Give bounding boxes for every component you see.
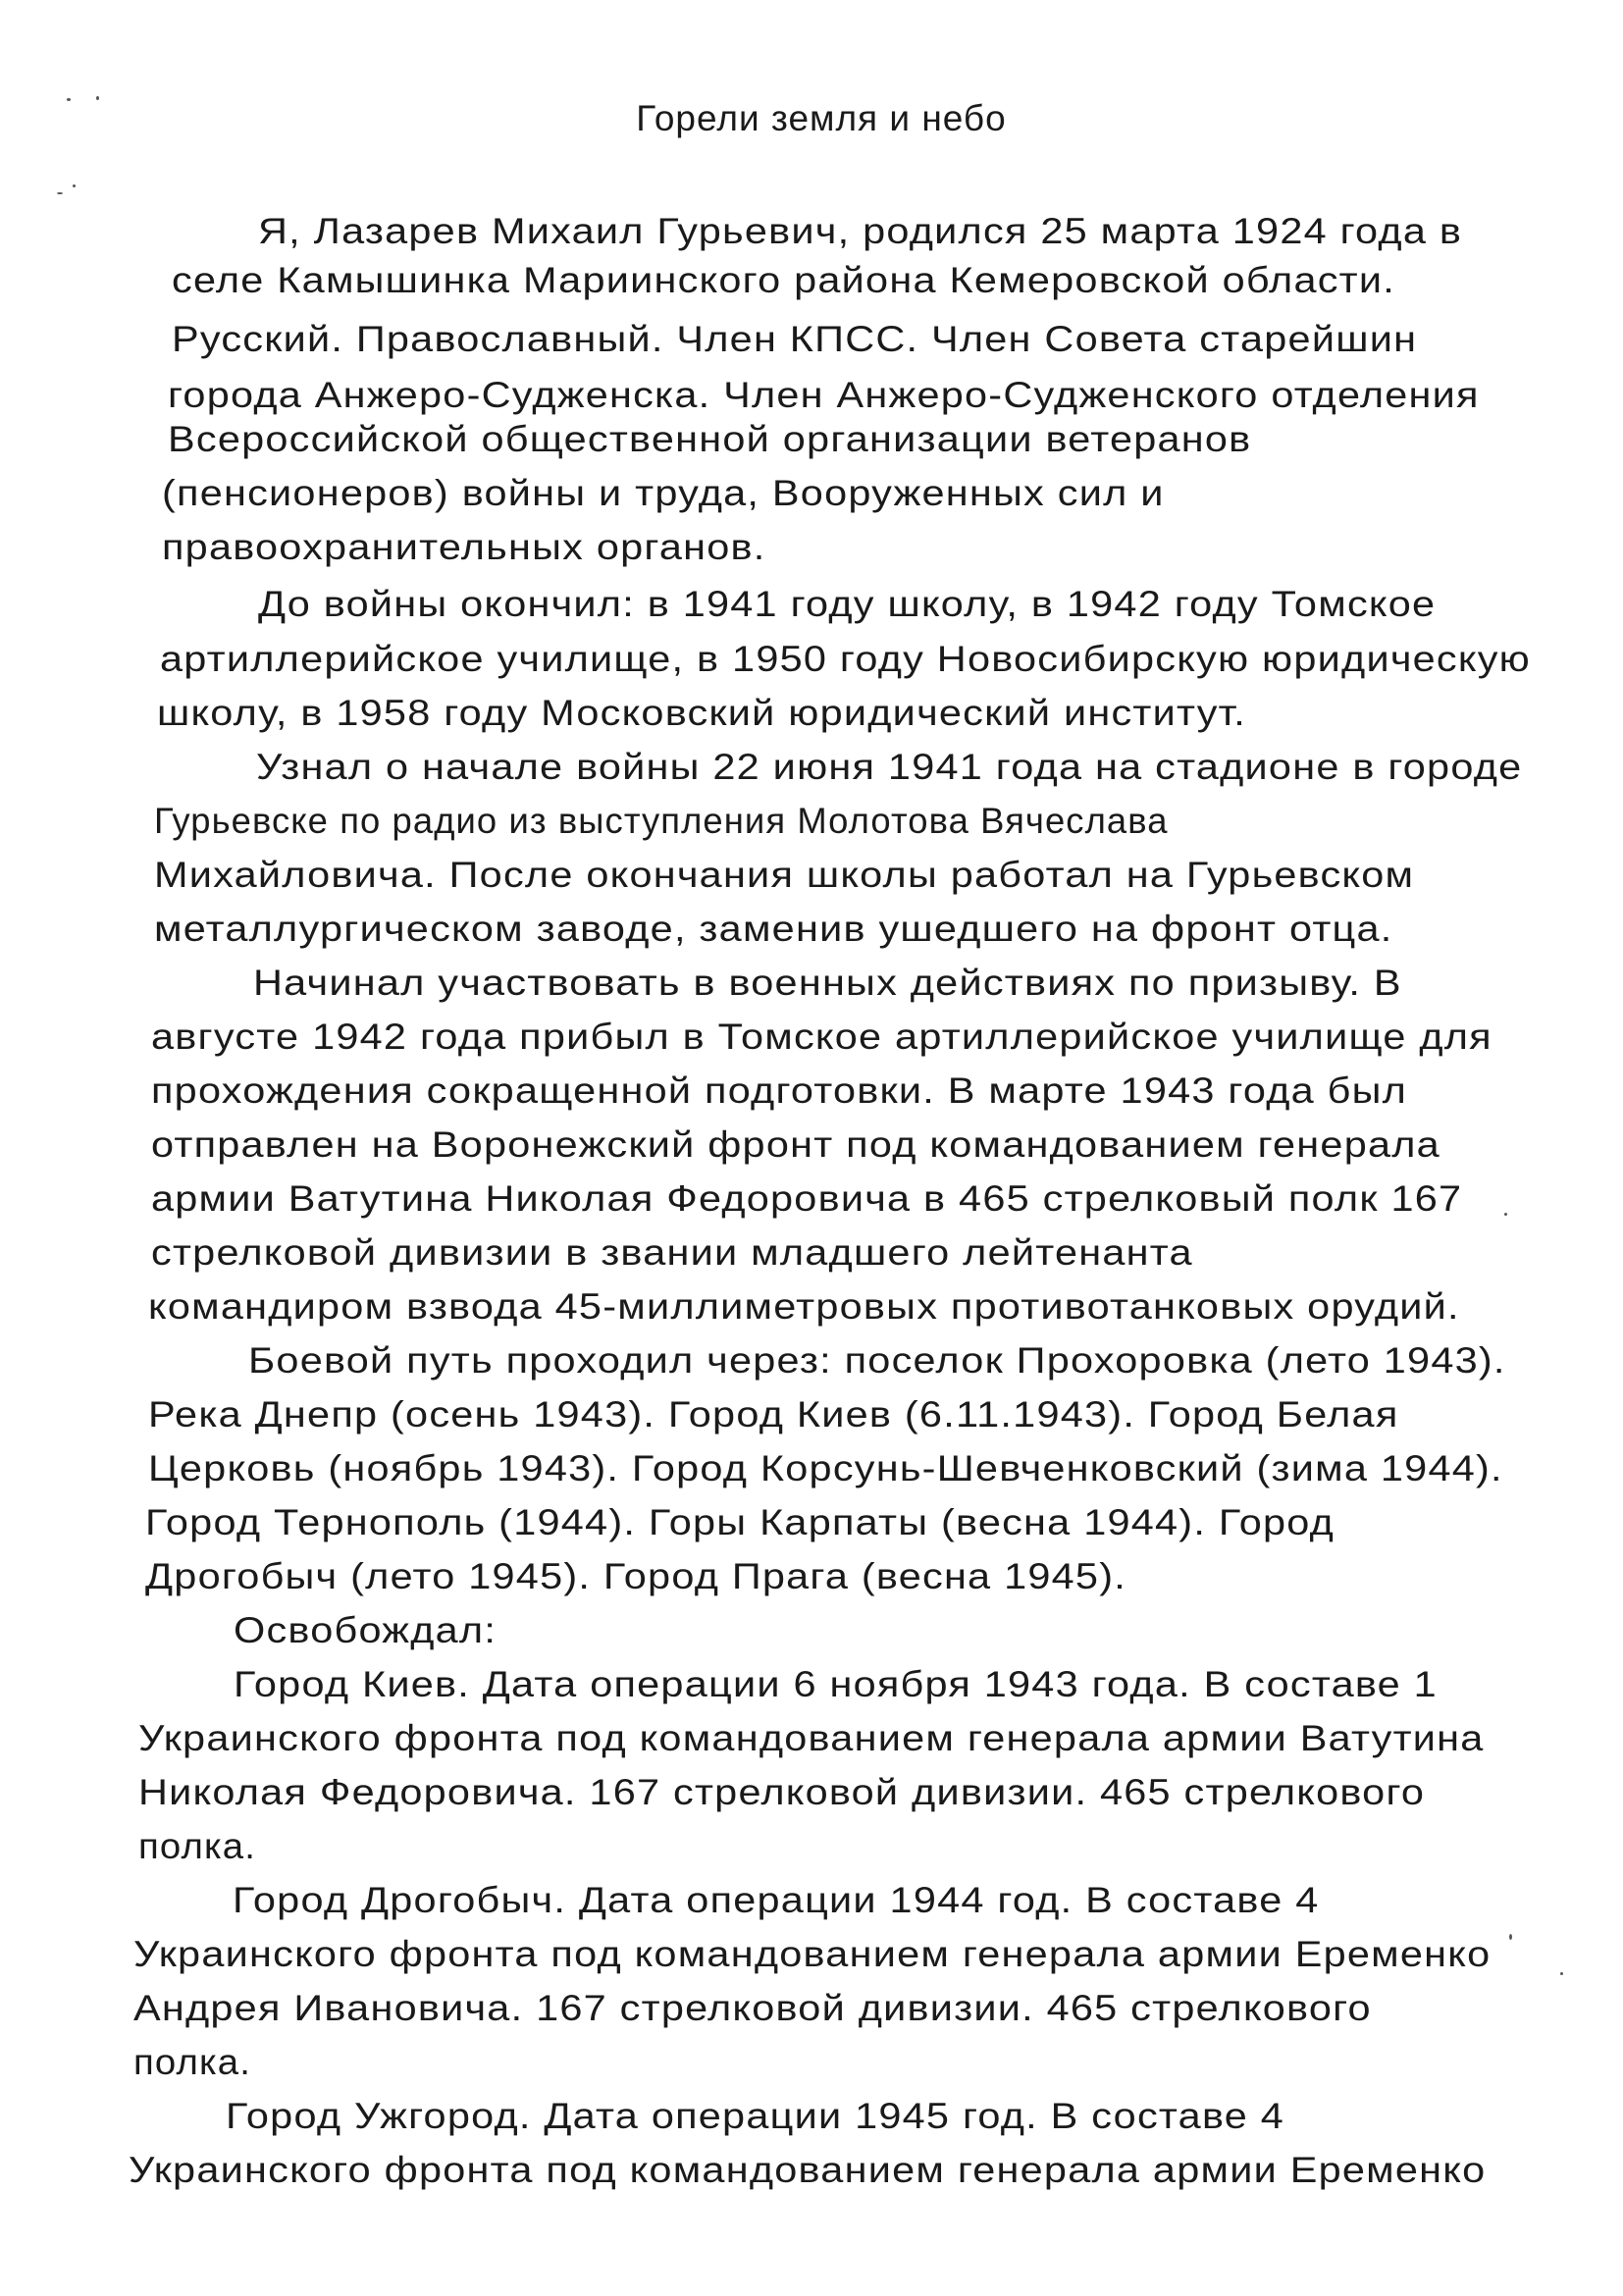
text-line: школу, в 1958 году Московский юридический институт.: [157, 693, 1247, 733]
scan-speck: [1560, 1972, 1563, 1975]
text-line: города Анжеро-Судженска. Член Анжеро-Судженского отделения: [168, 375, 1480, 415]
text-line: августе 1942 года прибыл в Томское артиллерийское училище для: [151, 1017, 1492, 1057]
text-line: селе Камышинка Мариинского района Кемеровской области.: [172, 260, 1396, 300]
scan-speck: [67, 98, 71, 101]
text-line: Я, Лазарев Михаил Гурьевич, родился 25 марта 1924 года в: [258, 211, 1463, 251]
text-line: отправлен на Воронежский фронт под командованием генерала: [151, 1124, 1440, 1165]
scan-speck: [96, 96, 99, 100]
text-line: Город Тернополь (1944). Горы Карпаты (весна 1944). Город: [145, 1502, 1335, 1542]
scan-speck: [57, 192, 63, 194]
text-line: Река Днепр (осень 1943). Город Киев (6.11.1943). Город Белая: [148, 1394, 1399, 1435]
text-line: командиром взвода 45-миллиметровых противотанковых орудий.: [148, 1286, 1460, 1327]
text-line: артиллерийское училище, в 1950 году Новосибирскую юридическую: [160, 639, 1531, 679]
scan-speck: [73, 184, 76, 187]
text-line: полка.: [138, 1826, 257, 1866]
text-line: (пенсионеров) войны и труда, Вооруженных сил и: [162, 473, 1165, 513]
text-line: Андрея Ивановича. 167 стрелковой дивизии. 465 стрелкового: [133, 1988, 1372, 2028]
text-line: Русский. Православный. Член КПСС. Член Совета старейшин: [172, 319, 1418, 359]
text-line: Михайловича. После окончания школы работал на Гурьевском: [154, 855, 1415, 895]
text-line: Начинал участвовать в военных действиях по призыву. В: [253, 963, 1402, 1003]
text-line: Город Киев. Дата операции 6 ноября 1943 года. В составе 1: [234, 1664, 1438, 1704]
text-line: Гурьевске по радио из выступления Молотова Вячеслава: [154, 801, 1169, 841]
text-line: Узнал о начале войны 22 июня 1941 года на стадионе в городе: [256, 747, 1523, 787]
text-line: Город Дрогобыч. Дата операции 1944 год. В составе 4: [233, 1880, 1320, 1920]
text-line: прохождения сокращенной подготовки. В марте 1943 года был: [151, 1070, 1408, 1111]
text-line: Боевой путь проходил через: поселок Прохоровка (лето 1943).: [248, 1340, 1506, 1381]
text-line: правоохранительных органов.: [162, 527, 766, 567]
text-line: Освобождал:: [234, 1610, 497, 1650]
scan-speck: [1504, 1213, 1507, 1216]
text-line: Всероссийской общественной организации ветеранов: [168, 419, 1252, 459]
text-line: Дрогобыч (лето 1945). Город Прага (весна 1945).: [145, 1556, 1126, 1596]
text-line: Николая Федоровича. 167 стрелковой дивизии. 465 стрелкового: [138, 1772, 1426, 1812]
text-line: До войны окончил: в 1941 году школу, в 1942 году Томское: [258, 584, 1437, 624]
text-line: Украинского фронта под командованием генерала армии Ватутина: [138, 1718, 1485, 1758]
text-line: Город Ужгород. Дата операции 1945 год. В составе 4: [226, 2096, 1285, 2136]
scan-speck: [1509, 1934, 1512, 1940]
document-title: Горели земля и небо: [636, 98, 1007, 138]
text-line: Украинского фронта под командованием генерала армии Еременко: [133, 1934, 1492, 1974]
text-line: армии Ватутина Николая Федоровича в 465 стрелковый полк 167: [151, 1178, 1463, 1219]
text-line: Церковь (ноябрь 1943). Город Корсунь-Шевченковский (зима 1944).: [148, 1448, 1503, 1488]
text-line: Украинского фронта под командованием генерала армии Еременко: [129, 2150, 1487, 2190]
text-line: полка.: [133, 2042, 252, 2082]
text-line: стрелковой дивизии в звании младшего лейтенанта: [151, 1232, 1193, 1273]
text-line: металлургическом заводе, заменив ушедшего на фронт отца.: [154, 909, 1393, 949]
